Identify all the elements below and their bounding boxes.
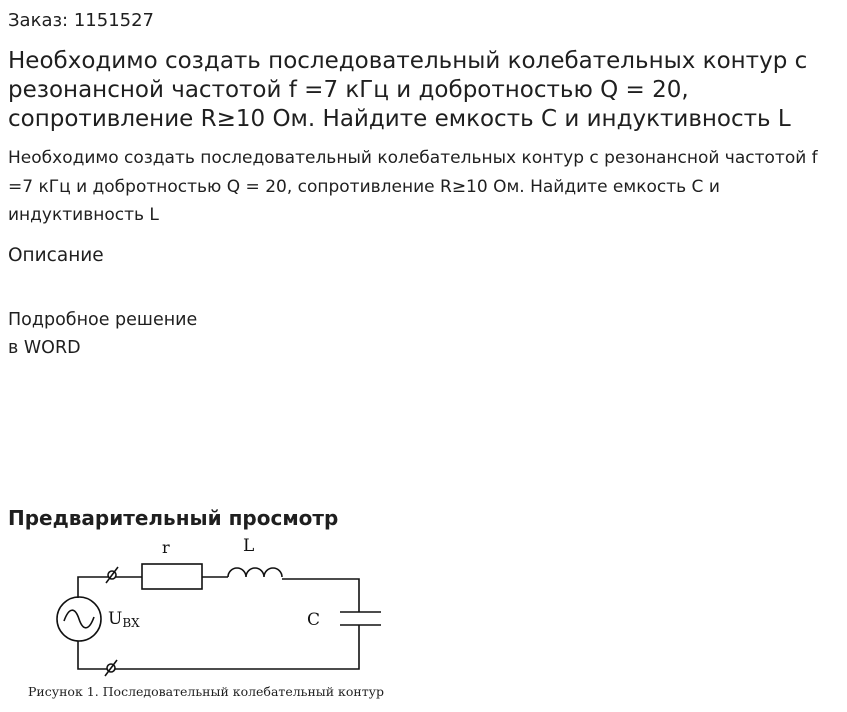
order-label: Заказ:	[8, 10, 69, 31]
preview-heading: Предварительный просмотр	[8, 506, 339, 530]
source-label	[108, 609, 140, 630]
description-text	[8, 306, 197, 362]
resistor	[142, 564, 202, 589]
task-description: Необходимо создать последовательный колебательных контур с резонансной частотой f =7 кГц и добротностью Q = 20, сопротивление R≥10 Ом. Найдите емкость C и индуктивность L	[8, 148, 818, 225]
task-title: Необходимо создать последовательный колебательных контур с резонансной частотой f =7 кГц и добротностью Q = 20, сопротивление R≥10 Ом. Найдите емкость C и индуктивность L	[8, 48, 808, 132]
ac-source-sine	[64, 610, 94, 628]
resistor-label: r	[162, 538, 170, 557]
description-line-2: в WORD	[8, 338, 81, 358]
wire-top-right	[282, 579, 359, 612]
source-label-main: U	[108, 609, 123, 629]
description-heading: Описание	[8, 245, 104, 266]
order-number: 1151527	[73, 10, 155, 31]
wire-top-left	[78, 577, 108, 598]
wire-bottom-right	[115, 625, 359, 669]
wire-bottom-left	[78, 641, 107, 669]
inductor	[228, 568, 282, 577]
figure-caption: Рисунок 1. Последовательный колебательный контур	[28, 684, 384, 699]
inductor-label: L	[243, 536, 255, 556]
source-label-sub: ВХ	[122, 616, 140, 630]
description-line-1: Подробное решение	[8, 310, 198, 330]
capacitor-label: C	[307, 610, 321, 630]
order-line	[8, 10, 154, 32]
